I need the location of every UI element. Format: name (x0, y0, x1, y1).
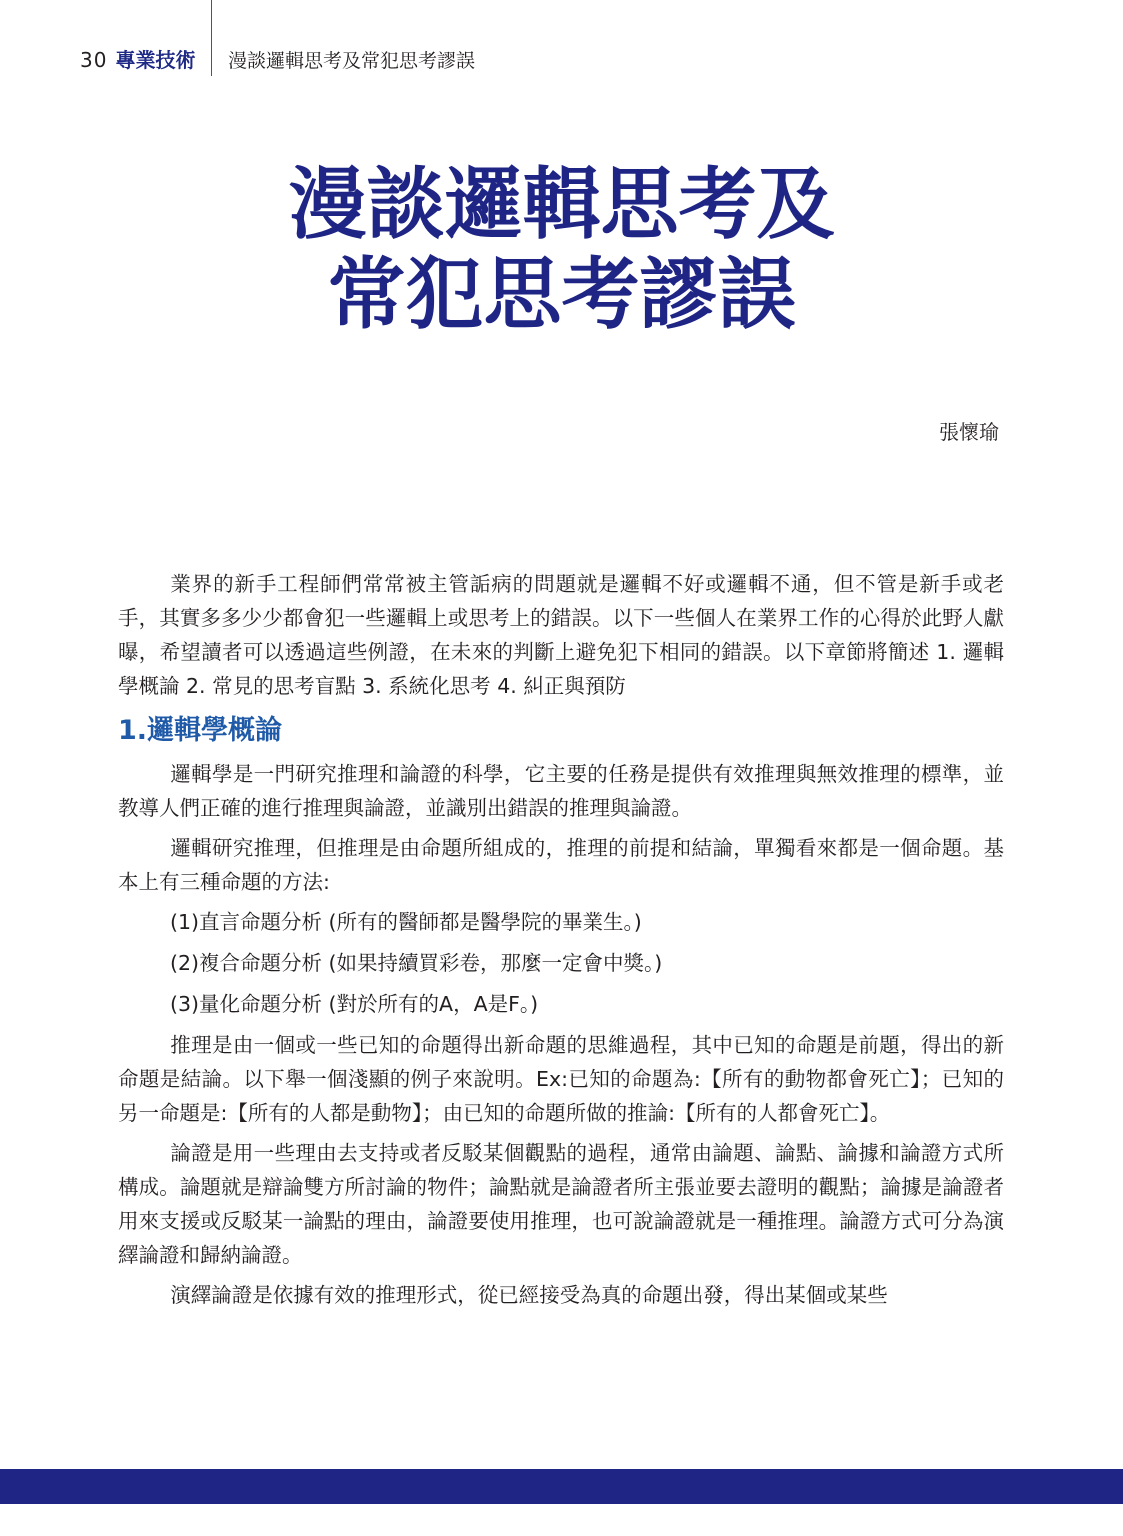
list-item: (1)直言命題分析 (所有的醫師都是醫學院的畢業生。) (170, 910, 642, 934)
title-line-2: 常犯思考謬誤 (327, 249, 796, 340)
running-title: 漫談邏輯思考及常犯思考謬誤 (228, 50, 476, 72)
article-body (118, 567, 1004, 1318)
paragraph-2: 邏輯研究推理，但推理是由命題所組成的，推理的前提和結論，單獨看來都是一個命題。基本上有三種命題的方法: (118, 836, 1004, 894)
paragraph-3: 推理是由一個或一些已知的命題得出新命題的思維過程，其中已知的命題是前題，得出的新命題是結論。以下舉一個淺顯的例子來說明。Ex:已知的命題為:【所有的動物都會死亡】；已知的另一命題是:【所有的人都是動物】；由已知的命題所做的推論:【所有的人都會死亡】。 (118, 1033, 1004, 1125)
section-heading: 1.邏輯學概論 (118, 715, 283, 746)
paragraph-5: 演繹論證是依據有效的推理形式，從已經接受為真的命題出發，得出某個或某些 (170, 1283, 888, 1307)
author-name: 張懷瑜 (939, 420, 999, 444)
title-line-1: 漫談邏輯思考及 (288, 159, 835, 250)
paragraph-1: 邏輯學是一門研究推理和論證的科學，它主要的任務是提供有效推理與無效推理的標準，並教導人們正確的進行推理與論證，並識別出錯誤的推理與論證。 (118, 762, 1004, 820)
intro-paragraph: 業界的新手工程師們常常被主管詬病的問題就是邏輯不好或邏輯不通，但不管是新手或老手，其實多多少少都會犯一些邏輯上或思考上的錯誤。以下一些個人在業界工作的心得於此野人獻曝，希望讀者可以透過這些例證，在未來的判斷上避免犯下相同的錯誤。以下章節將簡述 1. 邏輯學概論 2. 常見的思考盲點 3. 系統化思考 4. 糾正與預防 (118, 572, 1004, 698)
paragraph-4: 論證是用一些理由去支持或者反駁某個觀點的過程，通常由論題、論點、論據和論證方式所構成。論題就是辯論雙方所討論的物件；論點就是論證者所主張並要去證明的觀點；論據是論證者用來支援或反駁某一論點的理由，論證要使用推理，也可說論證就是一種推理。論證方式可分為演繹論證和歸納論證。 (118, 1141, 1004, 1267)
list-item: (2)複合命題分析 (如果持續買彩卷，那麼一定會中獎。) (170, 951, 663, 975)
article-title (0, 160, 1123, 340)
list-item: (3)量化命題分析 (對於所有的A，A是F。) (170, 992, 539, 1016)
footer-band (0, 1469, 1123, 1504)
header-section (80, 47, 195, 73)
header-divider (211, 0, 212, 76)
page-number: 30 (80, 48, 108, 72)
section-label: 專業技術 (115, 48, 196, 72)
